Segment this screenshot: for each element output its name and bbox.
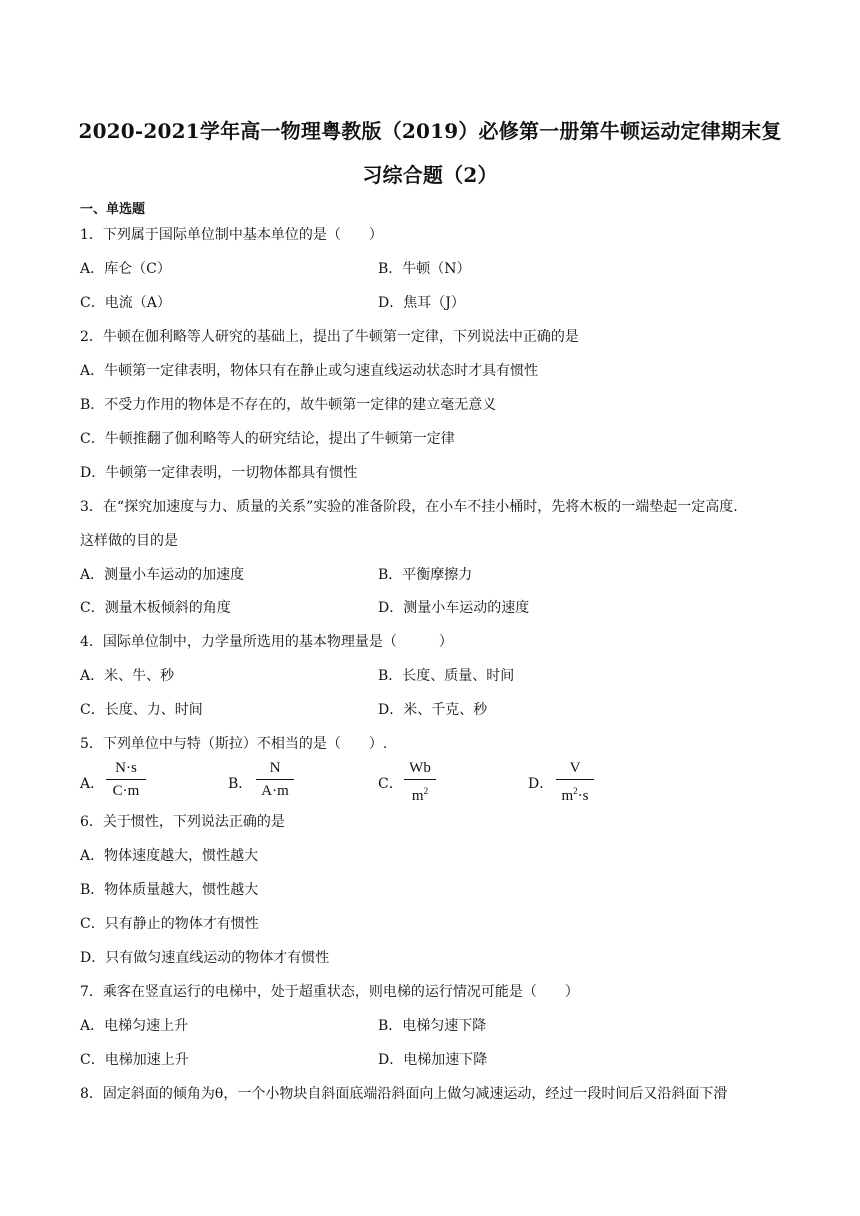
q5-option-c-fraction — [404, 757, 436, 802]
q3-option-b: B．平衡摩擦力 — [378, 567, 473, 583]
q5-option-a-fraction — [106, 757, 146, 802]
q1-stem: 1．下列属于国际单位制中基本单位的是（ ） — [80, 227, 383, 243]
q5-option-a-label: A． — [80, 776, 105, 792]
q6-option-b: B．物体质量越大，惯性越大 — [80, 882, 259, 898]
q7-option-b: B．电梯匀速下降 — [378, 1018, 487, 1034]
q5-stem: 5．下列单位中与特（斯拉）不相当的是（ ）. — [80, 736, 388, 752]
q5-option-a-numerator: N·s — [115, 760, 137, 776]
q1-option-b: B．牛顿（N） — [378, 261, 471, 277]
q6-stem: 6．关于惯性，下列说法正确的是 — [80, 814, 285, 830]
q5-option-d — [528, 757, 668, 805]
q2-option-b: B．不受力作用的物体是不存在的，故牛顿第一定律的建立毫无意义 — [80, 397, 497, 413]
q7-option-c: C．电梯加速上升 — [80, 1052, 189, 1068]
q5-option-c-numerator: Wb — [409, 760, 431, 776]
q5-option-c — [378, 757, 518, 805]
section-heading: 一、单选题 — [80, 202, 146, 217]
q1-option-a: A．库仑（C） — [80, 261, 171, 277]
q7-option-d: D．电梯加速下降 — [378, 1052, 488, 1068]
document-title-line-1: 2020-2021学年高一物理粤教版（2019）必修第一册第牛顿运动定律期末复 — [78, 119, 782, 143]
q4-option-a: A．米、牛、秒 — [80, 668, 175, 684]
q4-option-c: C．长度、力、时间 — [80, 702, 203, 718]
q5-option-c-label: C． — [378, 776, 403, 792]
q5-option-d-label: D． — [528, 776, 554, 792]
q1-option-c: C．电流（A） — [80, 295, 171, 311]
q5-option-d-numerator: V — [569, 760, 581, 776]
q2-option-c: C．牛顿推翻了伽利略等人的研究结论，提出了牛顿第一定律 — [80, 431, 455, 447]
q5-option-d-fraction — [556, 757, 594, 802]
q4-option-d: D．米、千克、秒 — [378, 702, 488, 718]
q6-option-c: C．只有静止的物体才有惯性 — [80, 916, 259, 932]
q7-option-a: A．电梯匀速上升 — [80, 1018, 189, 1034]
q5-option-b-denominator: A·m — [261, 783, 289, 799]
q4-stem: 4．国际单位制中，力学量所选用的基本物理量是（ ） — [80, 634, 453, 650]
q6-option-d: D．只有做匀速直线运动的物体才有惯性 — [80, 950, 330, 966]
q3-option-c: C．测量木板倾斜的角度 — [80, 600, 231, 616]
q5-option-b — [228, 757, 368, 805]
q3-stem-line-2: 这样做的目的是 — [80, 533, 178, 549]
q5-option-c-denominator: $m^2$ — [411, 786, 429, 804]
q3-option-a: A．测量小车运动的加速度 — [80, 567, 245, 583]
q5-option-b-fraction — [256, 757, 294, 802]
q8-stem: 8．固定斜面的倾角为θ，一个小物块自斜面底端沿斜面向上做匀减速运动，经过一段时间后又沿斜面下滑 — [80, 1086, 728, 1102]
q4-option-b: B．长度、质量、时间 — [378, 668, 515, 684]
q3-option-d: D．测量小车运动的速度 — [378, 600, 530, 616]
q5-option-a-denominator: C·m — [112, 783, 140, 799]
q3-stem-line-1: 3．在“探究加速度与力、质量的关系”实验的准备阶段，在小车不挂小桶时，先将木板的一端垫起一定高度. — [80, 499, 738, 515]
q6-option-a: A．物体速度越大，惯性越大 — [80, 848, 259, 864]
q7-stem: 7．乘客在竖直运行的电梯中，处于超重状态，则电梯的运行情况可能是（ ） — [80, 984, 579, 1000]
q5-option-b-label: B． — [228, 776, 253, 792]
q2-option-a: A．牛顿第一定律表明，物体只有在静止或匀速直线运动状态时才具有惯性 — [80, 363, 539, 379]
q2-option-d: D．牛顿第一定律表明，一切物体都具有惯性 — [80, 465, 358, 481]
q5-option-a — [80, 757, 220, 805]
q2-stem: 2．牛顿在伽利略等人研究的基础上，提出了牛顿第一定律，下列说法中正确的是 — [80, 329, 579, 345]
document-title-line-2: 习综合题（2） — [362, 163, 498, 187]
q1-option-d: D．焦耳（J） — [378, 295, 465, 311]
q5-option-d-denominator: $m^2\cdot s$ — [561, 786, 589, 804]
q5-option-b-numerator: N — [269, 760, 281, 776]
